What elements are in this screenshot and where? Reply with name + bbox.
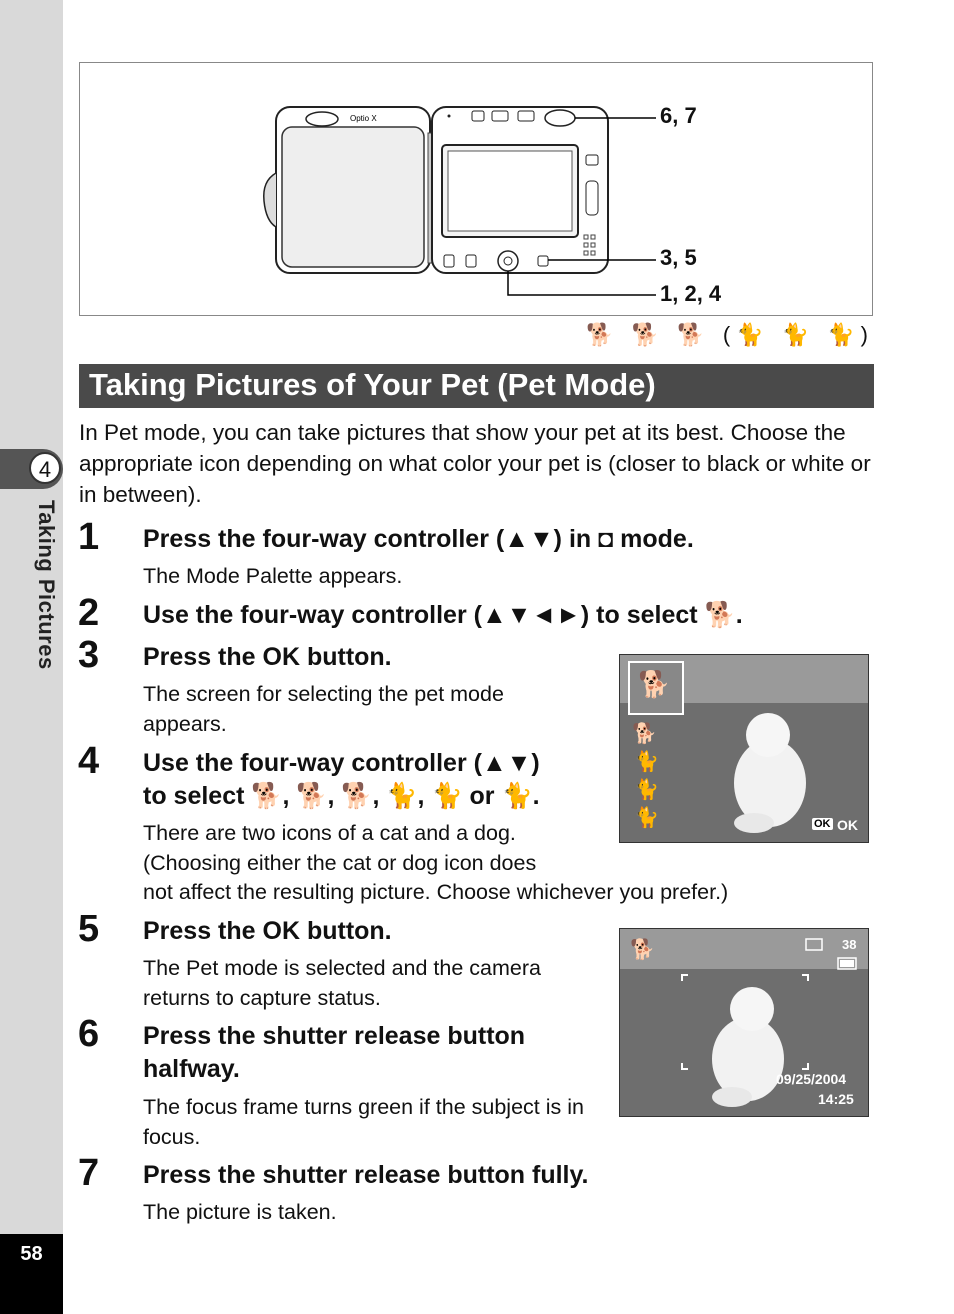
dog-gray-icon: 🐕 xyxy=(632,723,657,745)
step-4-desc-cont: not affect the resulting picture. Choose whichever you prefer.) xyxy=(143,880,729,904)
step-6-title: Press the shutter release button halfway. xyxy=(143,1022,526,1083)
ok-chip: OK xyxy=(814,818,831,830)
chapter-label: Taking Pictures xyxy=(34,500,59,670)
page-number: 58 xyxy=(20,1243,43,1265)
cat-white-icon: 🐈 xyxy=(634,751,659,773)
step-3-number: 3 xyxy=(78,634,100,676)
step-4-title-cont: to select 🐕, 🐕, 🐕, 🐈, 🐈 or 🐈. xyxy=(143,782,540,810)
step-6-number: 6 xyxy=(78,1013,100,1055)
date-display: 09/25/2004 xyxy=(776,1071,847,1087)
pet-mode-icon: 🐕 xyxy=(630,939,655,961)
pet-select-screen xyxy=(619,654,869,843)
step-2-number: 2 xyxy=(78,592,100,634)
step-7-title: Press the shutter release button fully. xyxy=(143,1161,589,1189)
step-5-number: 5 xyxy=(78,908,100,950)
callout-controller: 1, 2, 4 xyxy=(660,281,722,306)
cat-black-icon: 🐈 xyxy=(634,807,659,829)
step-1-desc: The Mode Palette appears. xyxy=(143,564,403,588)
step-6-desc: The focus frame turns green if the subject is in focus. xyxy=(143,1095,584,1149)
cat-gray-icon: 🐈 xyxy=(634,779,659,801)
step-7-desc: The picture is taken. xyxy=(143,1200,337,1224)
step-5-title: Press the OK button. xyxy=(143,917,392,945)
chapter-number: 4 xyxy=(29,452,61,484)
step-4-number: 4 xyxy=(78,740,100,782)
shots-remaining: 38 xyxy=(842,937,857,952)
pet-scene-2 xyxy=(620,929,869,1117)
callout-shutter: 6, 7 xyxy=(660,103,697,128)
section-title: Taking Pictures of Your Pet (Pet Mode) xyxy=(79,364,874,408)
step-4-title: Use the four-way controller (▲▼) xyxy=(143,749,540,777)
pet-mode-icons: 🐕 🐕 🐕 (🐈 🐈 🐈) xyxy=(586,322,874,347)
step-4-desc: There are two icons of a cat and a dog. (Choosing either the cat or dog icon does xyxy=(143,821,537,875)
step-3-desc: The screen for selecting the pet mode appears. xyxy=(143,682,504,736)
camera-diagram xyxy=(79,62,873,316)
step-3-title: Press the OK button. xyxy=(143,643,392,671)
camera-illustration xyxy=(80,63,874,317)
capture-screen xyxy=(619,928,869,1117)
step-1-title: Press the four-way controller (▲▼) in ◘ mode. xyxy=(143,525,694,553)
intro-text: In Pet mode, you can take pictures that show your pet at its best. Choose the appropriate icon depending on what color your pet is (closer to black or white or in between). xyxy=(79,420,871,507)
step-7-number: 7 xyxy=(78,1152,100,1194)
step-5-desc: The Pet mode is selected and the camera returns to capture status. xyxy=(143,956,541,1010)
dog-white-icon: 🐕 xyxy=(638,669,671,699)
time-display: 14:25 xyxy=(818,1091,854,1107)
step-1-number: 1 xyxy=(78,516,100,558)
step-2-title: Use the four-way controller (▲▼◄►) to select 🐕. xyxy=(143,601,743,629)
callout-ok: 3, 5 xyxy=(660,245,697,270)
ok-label: OK xyxy=(837,817,858,833)
brand-label: Optio X xyxy=(350,114,377,123)
